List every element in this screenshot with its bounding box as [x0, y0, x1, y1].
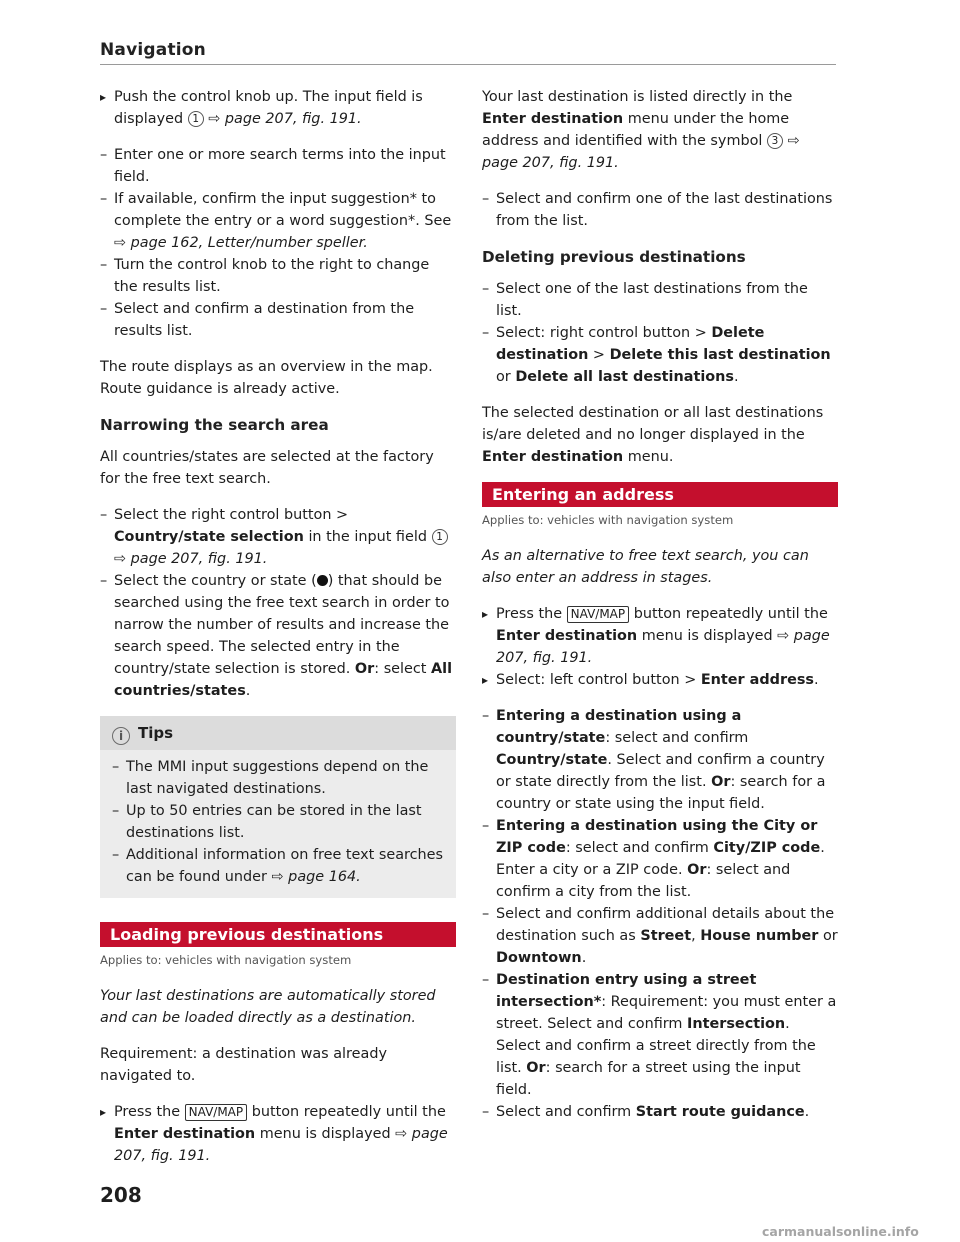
page-ref-link[interactable]: ⇨ page 207, fig. 191. — [114, 551, 268, 567]
list-item: – Select and confirm one of the last destinations from the list. — [482, 188, 838, 232]
tips-box — [100, 716, 456, 898]
step-select-address: ▸ Select: left control button > Enter address. — [482, 669, 838, 691]
list-item: – Enter one or more search terms into the input field. — [100, 144, 456, 188]
list-item: – Select and confirm Start route guidance. — [482, 1101, 838, 1123]
page-ref-link[interactable]: ⇨ page 207, fig. 191. — [114, 1126, 448, 1164]
section-bar-address: Entering an address — [482, 482, 838, 507]
applies-to: Applies to: vehicles with navigation system — [482, 513, 734, 527]
right-column — [482, 86, 838, 1123]
section-heading-narrowing: Narrowing the search area — [100, 416, 329, 434]
page-number: 208 — [100, 1183, 142, 1207]
running-header: Navigation — [100, 40, 206, 60]
list-item: – Select one of the last destinations from the list. — [482, 278, 838, 322]
header-rule — [100, 64, 836, 65]
list-item: – Select the country or state ( ) that should be searched using the free text search in order to narrow the number of results and increase the search speed. The selected entry in the country/state selection is stored. Or: select All countries/states. — [100, 570, 456, 702]
tip-item: – Up to 50 entries can be stored in the last destinations list. — [112, 800, 446, 844]
callout-1-icon: 1 — [432, 529, 448, 545]
list-item: – Turn the control knob to the right to change the results list. — [100, 254, 456, 298]
nav-map-key: NAV/MAP — [567, 606, 629, 623]
callout-1-icon: 1 — [188, 111, 204, 127]
list-item: – Select: right control button > Delete destination > Delete this last destination or Delete all last destinations. — [482, 322, 838, 388]
requirement-text: Requirement: a destination was already navigated to. — [100, 1046, 387, 1084]
page-ref-link[interactable]: ⇨ page 207, fig. 191. — [482, 133, 800, 171]
section-intro: As an alternative to free text search, you can also enter an address in stages. — [482, 548, 809, 586]
step-press-navmap: ▸ Press the NAV/MAP button repeatedly until the Enter destination menu is displayed ⇨ page 207, fig. 191. — [100, 1101, 456, 1167]
page-ref-link[interactable]: ⇨ page 162, Letter/number speller. — [114, 235, 368, 251]
left-column — [100, 86, 456, 1181]
section-bar-loading: Loading previous destinations — [100, 922, 456, 947]
list-item: – If available, confirm the input suggestion* to complete the entry or a word suggestion*. See ⇨ page 162, Letter/number speller. — [100, 188, 456, 254]
info-icon: i — [112, 727, 130, 745]
callout-3-icon: 3 — [767, 133, 783, 149]
page-ref-link[interactable]: ⇨ page 164. — [271, 869, 361, 885]
list-item: – Select the right control button > Country/state selection in the input field 1 ⇨ page 207, fig. 191. — [100, 504, 456, 570]
page-ref-link[interactable]: ⇨ page 207, fig. 191. — [496, 628, 830, 666]
watermark: carmanualsonline.info — [762, 1224, 919, 1239]
paragraph: The selected destination or all last destinations is/are deleted and no longer displayed in the Enter destination menu. — [482, 405, 824, 465]
list-item: – Entering a destination using a country/state: select and confirm Country/state. Select and confirm a country or state directly from the list. Or: search for a country or state using the input field. — [482, 705, 838, 815]
result-text: The route displays as an overview in the map. Route guidance is already active. — [100, 359, 433, 397]
paragraph: All countries/states are selected at the factory for the free text search. — [100, 449, 434, 487]
paragraph: Your last destination is listed directly in the Enter destination menu under the home address and identified with the symbol 3 ⇨ page 207, fig. 191. — [482, 89, 800, 171]
page-ref-link[interactable]: ⇨ page 207, fig. 191. — [208, 111, 362, 127]
nav-map-key: NAV/MAP — [185, 1104, 247, 1121]
tip-item: – The MMI input suggestions depend on the last navigated destinations. — [112, 756, 446, 800]
filled-dot-icon — [317, 575, 328, 586]
list-item: – Select and confirm additional details about the destination such as Street, House number or Downtown. — [482, 903, 838, 969]
section-heading-deleting: Deleting previous destinations — [482, 248, 746, 266]
step-press-navmap: ▸ Press the NAV/MAP button repeatedly until the Enter destination menu is displayed ⇨ page 207, fig. 191. — [482, 603, 838, 669]
tip-item: – Additional information on free text searches can be found under ⇨ page 164. — [112, 844, 446, 888]
list-item: – Select and confirm a destination from the results list. — [100, 298, 456, 342]
list-item: – Destination entry using a street intersection*: Requirement: you must enter a street. Select and confirm Intersection. Select and confirm a street directly from the list. Or: search for a street using the input field. — [482, 969, 838, 1101]
applies-to: Applies to: vehicles with navigation system — [100, 953, 352, 967]
tips-title: i Tips — [100, 716, 456, 750]
list-item: – Entering a destination using the City or ZIP code: select and confirm City/ZIP code. Enter a city or a ZIP code. Or: select and confirm a city from the list. — [482, 815, 838, 903]
step-push-knob: ▸ Push the control knob up. The input field is displayed 1 ⇨ page 207, fig. 191. — [100, 86, 456, 130]
section-intro: Your last destinations are automatically stored and can be loaded directly as a destination. — [100, 988, 436, 1026]
